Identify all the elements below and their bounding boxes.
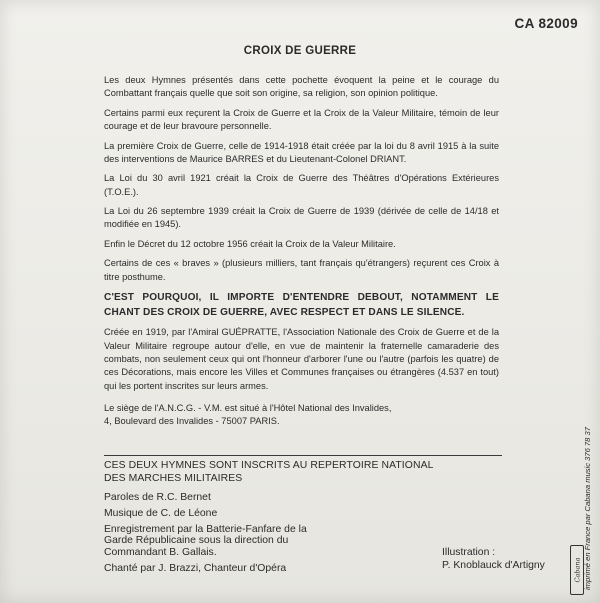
paragraph-first-croix: La première Croix de Guerre, celle de 1914-1918 était créée par la loi du 8 avril 1915 à la suite des interventions de Maurice BARRES et du Lieutenant-Colonel DRIANT. [104,140,499,164]
address-line-1: Le siège de l'A.N.C.G. - V.M. est situé à l'Hôtel National des Invalides, [104,402,392,413]
credits [104,492,334,579]
credit-music: Musique de C. de Léone [104,507,218,519]
repertoire-line-1: CES DEUX HYMNES SONT INSCRITS AU REPERTOIRE NATIONAL [104,460,434,471]
address-line-2: 4, Boulevard des Invalides - 75007 PARIS. [104,416,280,427]
printer-note: imprimé en France par Cabana music 376 78 37 [583,427,592,590]
emphasis-statement: C'EST POURQUOI, IL IMPORTE D'ENTENDRE DEBOUT, NOTAMMENT LE CHANT DES CROIX DE GUERRE, AVEC RESPECT ET DANS LE SILENCE. [104,292,499,319]
divider-line [104,455,502,456]
paragraph-posthume: Certains de ces « braves » (plusieurs milliers, tant français qu'étrangers) reçurent ces Croix à titre posthume. [104,258,499,282]
paragraph-1939: La Loi du 26 septembre 1939 créait la Croix de Guerre de 1939 (dérivée de celle de 14/18 et modifiée en 1945). [104,206,499,230]
illustrator-name: P. Knoblauck d'Artigny [442,559,545,571]
cabana-logo [570,545,584,595]
paragraph-toe: La Loi du 30 avril 1921 créait la Croix de Guerre des Théâtres d'Opérations Extérieures (T.O.E.). [104,173,499,197]
credit-recording: Enregistrement par la Batterie-Fanfare de la Garde Républicaine sous la direction du Commandant B. Gallais. [104,523,307,559]
paragraph-association: Créée en 1919, par l'Amiral GUÉPRATTE, l'Association Nationale des Croix de Guerre et de la Valeur Militaire regroupe autour d'elle, en vue de maintenir la fraternelle camaraderie des combats, non seulement ceux qui ont l'honneur d'arborer l'une ou l'autre (parfois les quatre) de ces Décorations, mais encore les Villes et Communes françaises ou étrangères (4.537 en tout) qui les portent inscrites sur leurs armes. [104,327,499,391]
logo-text: Cabana [573,557,582,583]
illustration-label: Illustration : [442,547,496,558]
credit-singer: Chanté par J. Brazzi, Chanteur d'Opéra [104,562,287,574]
catalog-number: CA 82009 [514,16,578,31]
paragraph-valeur-militaire: Enfin le Décret du 12 octobre 1956 créait la Croix de la Valeur Militaire. [104,238,396,249]
repertoire-line-2: DES MARCHES MILITAIRES [104,472,243,484]
liner-notes [104,74,499,428]
address [104,402,499,429]
page-title: CROIX DE GUERRE [243,45,357,57]
repertoire-note [104,460,504,485]
illustration-credit [442,547,545,572]
paragraph-recipients: Certains parmi eux reçurent la Croix de Guerre et la Croix de la Valeur Militaire, témoin de leur courage et de leur bravoure personnelle. [104,107,499,132]
credit-lyrics: Paroles de R.C. Bernet [104,492,211,503]
paragraph-intro: Les deux Hymnes présentés dans cette pochette évoquent la peine et le courage du Combattant français quelle que soit son origine, sa religion, son opinion politique. [104,75,499,99]
